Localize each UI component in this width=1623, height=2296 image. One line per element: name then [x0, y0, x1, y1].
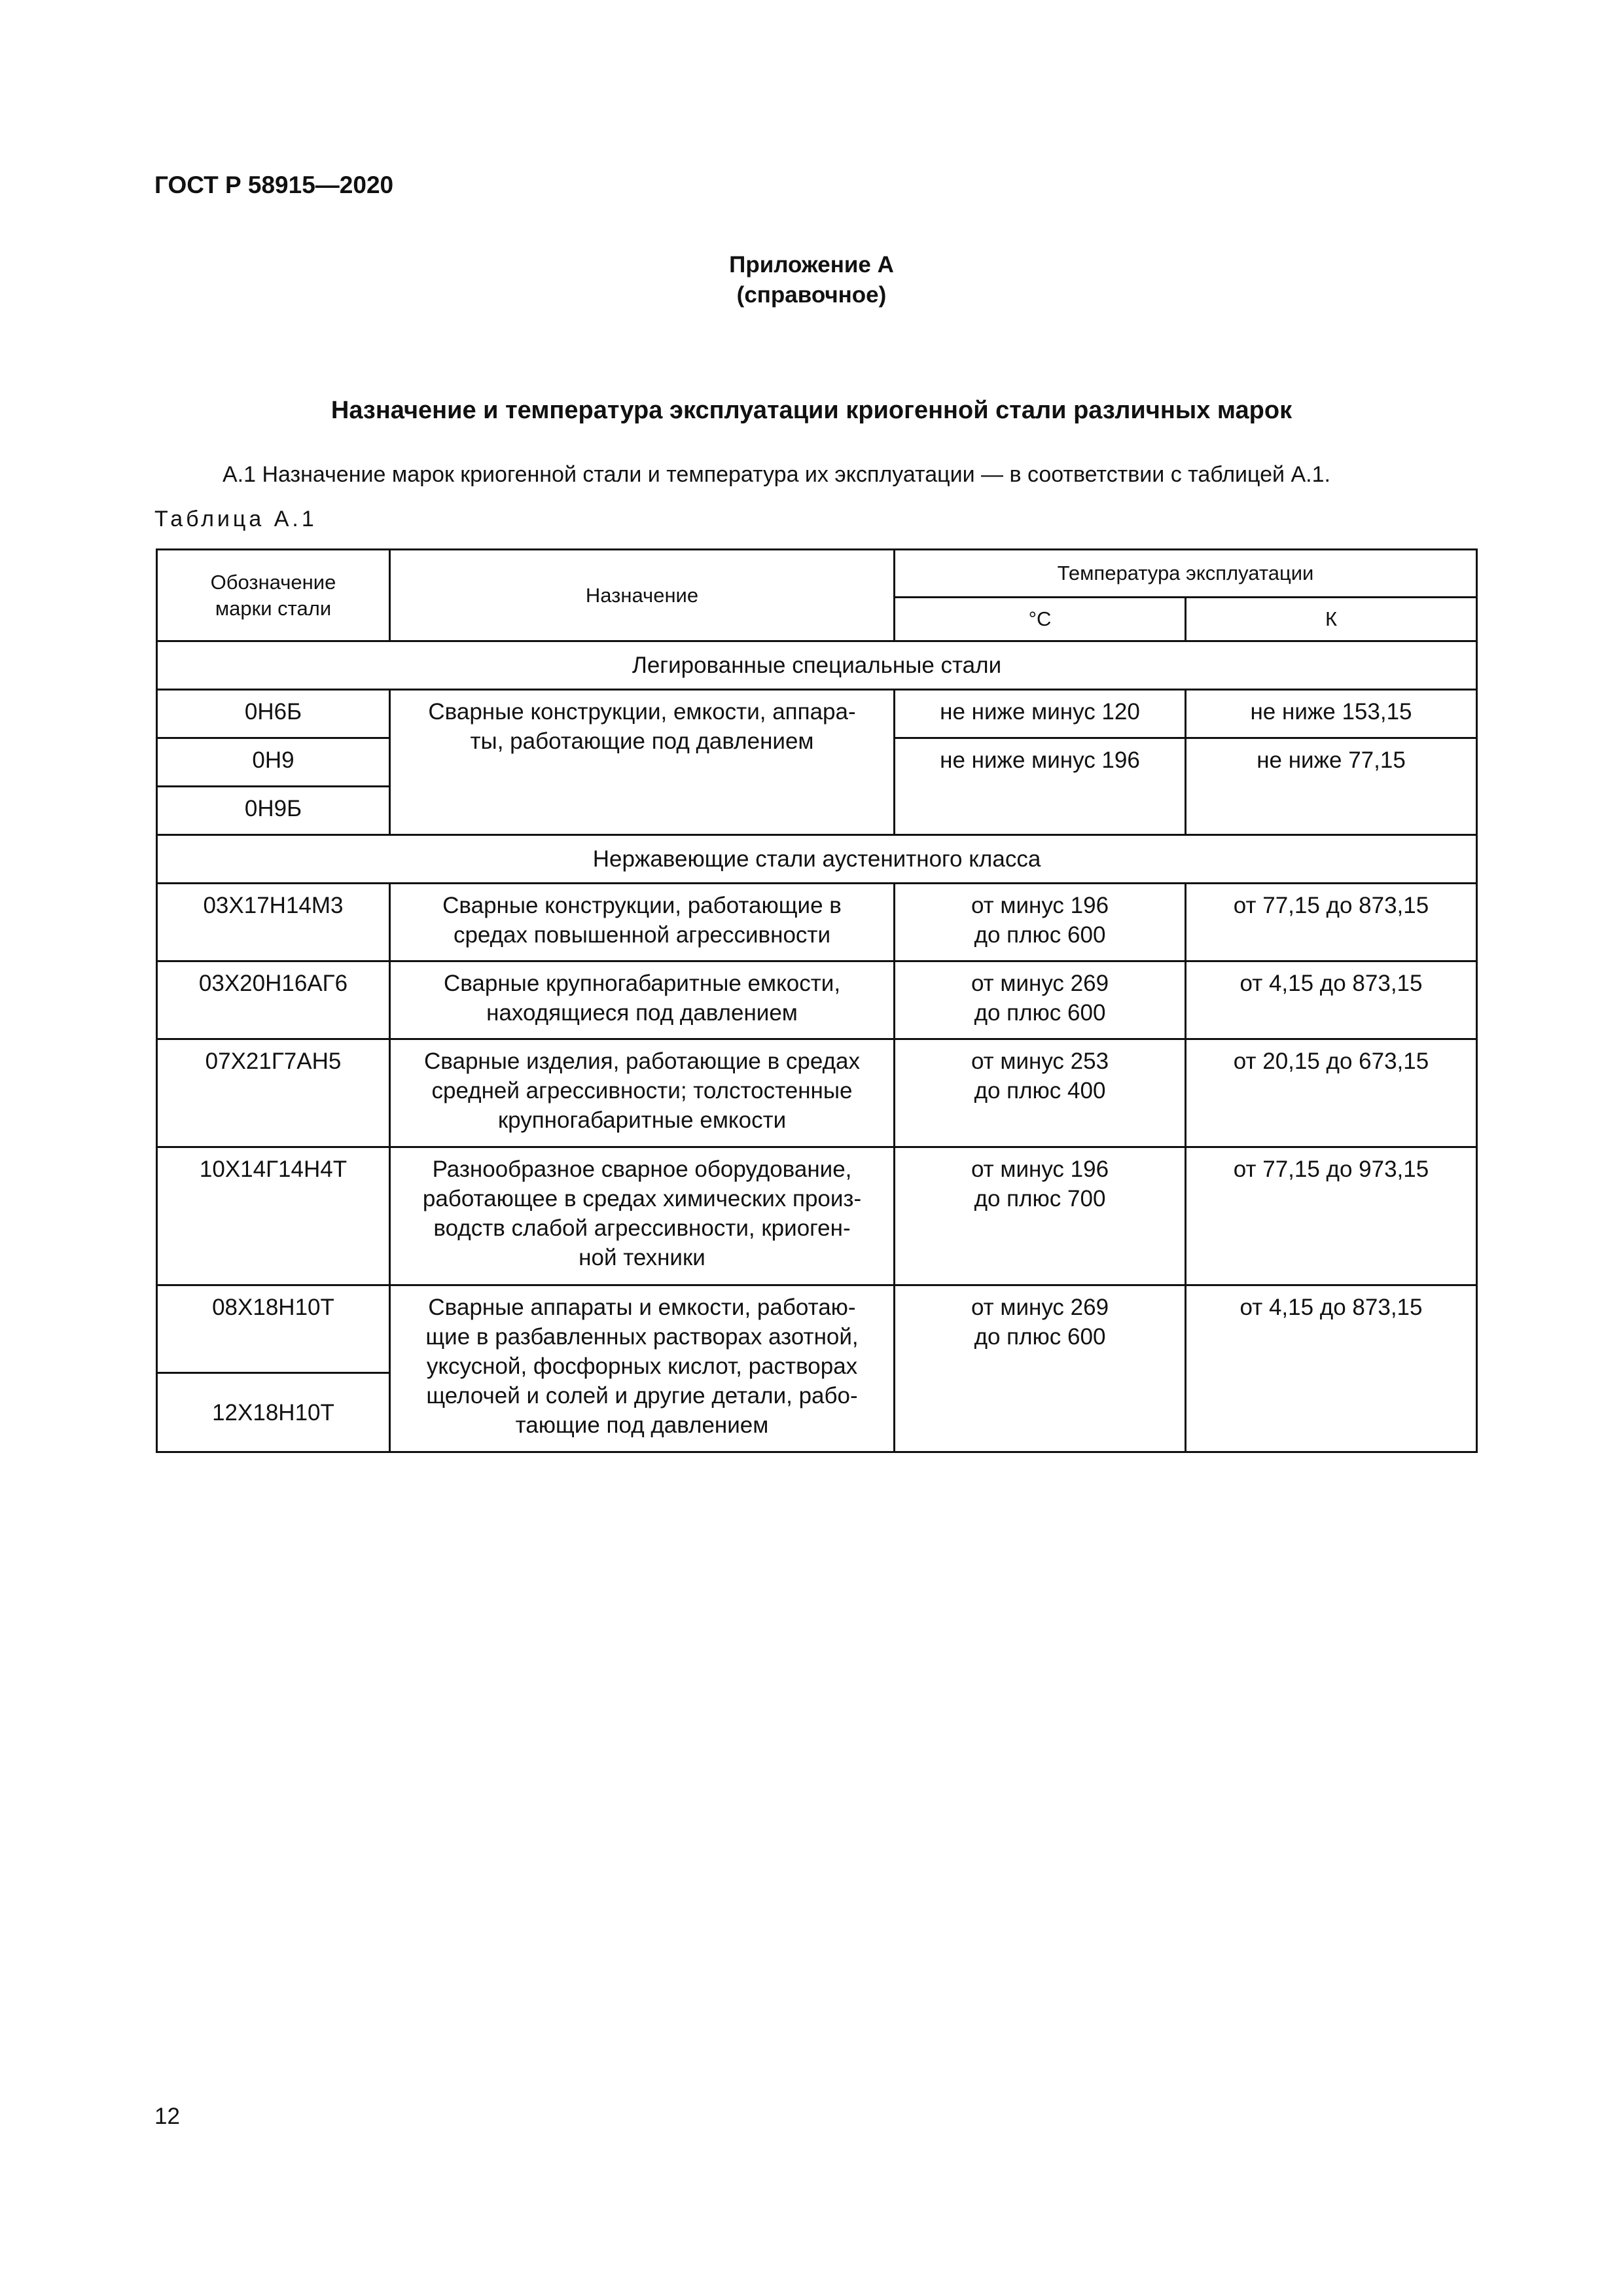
- purpose-line: щие в разбавленных растворах азотной,: [425, 1324, 859, 1350]
- purpose-line: средах повышенной агрессивности: [453, 922, 831, 948]
- temp-line: от минус 269: [971, 971, 1109, 996]
- temp-celsius-cell: [895, 1039, 1186, 1147]
- section-row-alloyed: Легированные специальные стали: [157, 641, 1477, 690]
- grade-cell: 12Х18Н10Т: [157, 1373, 390, 1452]
- purpose-line: средней агрессивности; толстостенные: [431, 1078, 853, 1103]
- intro-paragraph: А.1 Назначение марок криогенной стали и температура их эксплуатации — в соответствии с таблицей А.1.: [223, 462, 1330, 487]
- grade-cell: 07Х21Г7АН5: [157, 1039, 390, 1147]
- table-caption: Таблица А.1: [154, 507, 317, 531]
- temp-kelvin-cell: не ниже 153,15: [1186, 690, 1477, 738]
- temp-line: до плюс 600: [974, 1000, 1106, 1026]
- temp-kelvin-cell: от 77,15 до 973,15: [1186, 1147, 1477, 1285]
- purpose-cell: [390, 1147, 895, 1285]
- purpose-cell: [390, 884, 895, 961]
- header-grade: [157, 550, 390, 641]
- grade-cell: 0Н9: [157, 738, 390, 787]
- temp-line: от минус 253: [971, 1049, 1109, 1074]
- temp-line: от минус 269: [971, 1295, 1109, 1320]
- appendix-heading: [0, 250, 1623, 310]
- temp-kelvin-cell: от 4,15 до 873,15: [1186, 961, 1477, 1039]
- temp-celsius-cell: [895, 884, 1186, 961]
- grade-cell: 0Н9Б: [157, 787, 390, 835]
- temp-celsius-cell: не ниже минус 196: [895, 738, 1186, 835]
- header-grade-line1: Обозначение: [210, 570, 336, 594]
- purpose-line: тающие под давлением: [515, 1412, 769, 1438]
- purpose-line: уксусной, фосфорных кислот, растворах: [426, 1354, 858, 1379]
- temp-kelvin-cell: от 4,15 до 873,15: [1186, 1285, 1477, 1452]
- purpose-line: Сварные изделия, работающие в средах: [424, 1049, 860, 1074]
- temp-line: до плюс 400: [974, 1078, 1106, 1103]
- steel-grades-table: [156, 548, 1478, 1453]
- temp-kelvin-cell: не ниже 77,15: [1186, 738, 1477, 835]
- temp-kelvin-cell: от 77,15 до 873,15: [1186, 884, 1477, 961]
- section-title: Назначение и температура эксплуатации криогенной стали различных марок: [330, 397, 1293, 424]
- grade-cell: 10Х14Г14Н4Т: [157, 1147, 390, 1285]
- purpose-line: работающее в средах химических произ-: [422, 1186, 862, 1211]
- purpose-cell: [390, 1039, 895, 1147]
- temp-celsius-cell: [895, 961, 1186, 1039]
- purpose-line: Сварные крупногабаритные емкости,: [443, 971, 841, 996]
- header-temperature: Температура эксплуатации: [895, 550, 1477, 598]
- appendix-subtitle: (справочное): [736, 282, 887, 308]
- header-purpose: Назначение: [390, 550, 895, 641]
- temp-line: до плюс 600: [974, 922, 1106, 948]
- temp-kelvin-cell: от 20,15 до 673,15: [1186, 1039, 1477, 1147]
- purpose-line: Сварные конструкции, работающие в: [442, 893, 842, 918]
- purpose-line: Сварные аппараты и емкости, работаю-: [428, 1295, 856, 1320]
- purpose-line: ной техники: [579, 1245, 705, 1270]
- header-kelvin: К: [1186, 598, 1477, 641]
- purpose-line: водств слабой агрессивности, криоген-: [433, 1215, 851, 1241]
- purpose-line: крупногабаритные емкости: [497, 1107, 787, 1133]
- header-celsius: °С: [895, 598, 1186, 641]
- temp-celsius-cell: [895, 1285, 1186, 1452]
- purpose-line: щелочей и солей и другие детали, рабо-: [426, 1383, 858, 1408]
- grade-cell: 0Н6Б: [157, 690, 390, 738]
- temp-line: до плюс 600: [974, 1324, 1106, 1350]
- appendix-title: Приложение А: [729, 252, 894, 278]
- purpose-line: Разнообразное сварное оборудование,: [432, 1157, 852, 1182]
- purpose-line: находящиеся под давлением: [486, 1000, 798, 1026]
- temp-line: до плюс 700: [974, 1186, 1106, 1211]
- purpose-cell: [390, 961, 895, 1039]
- header-grade-line2: марки стали: [215, 596, 332, 620]
- temp-line: от минус 196: [971, 1157, 1109, 1182]
- document-header: ГОСТ Р 58915—2020: [154, 171, 394, 198]
- grade-cell: 08Х18Н10Т: [157, 1285, 390, 1373]
- grade-cell: 03Х20Н16АГ6: [157, 961, 390, 1039]
- purpose-cell: [390, 690, 895, 835]
- temp-celsius-cell: [895, 1147, 1186, 1285]
- purpose-line: ты, работающие под давлением: [470, 728, 814, 754]
- purpose-cell: [390, 1285, 895, 1452]
- section-row-austenitic: Нержавеющие стали аустенитного класса: [157, 835, 1477, 884]
- page-number: 12: [154, 2104, 180, 2129]
- temp-line: от минус 196: [971, 893, 1109, 918]
- temp-celsius-cell: не ниже минус 120: [895, 690, 1186, 738]
- grade-cell: 03Х17Н14М3: [157, 884, 390, 961]
- purpose-line: Сварные конструкции, емкости, аппара-: [428, 699, 856, 725]
